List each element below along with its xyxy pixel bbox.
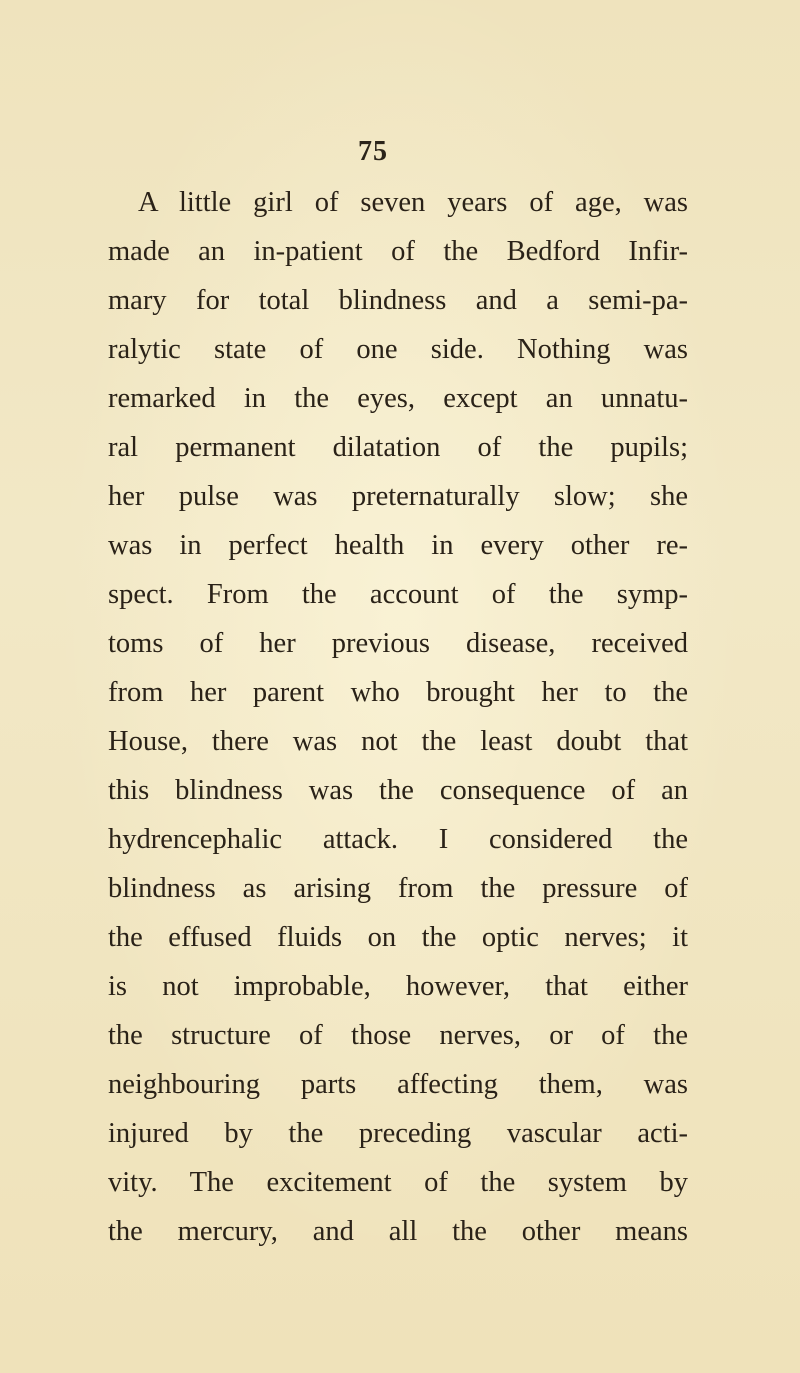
text-line: toms of her previous disease, received (108, 628, 688, 659)
text-line: made an in-patient of the Bedford Infir- (108, 236, 688, 267)
page-number: 75 (358, 136, 388, 167)
text-line: spect. From the account of the symp- (108, 579, 688, 610)
text-line: remarked in the eyes, except an unnatu- (108, 383, 688, 414)
text-line: ralytic state of one side. Nothing was (108, 334, 688, 365)
text-line: neighbouring parts affecting them, was (108, 1069, 688, 1100)
text-line: her pulse was preternaturally slow; she (108, 481, 688, 512)
text-line: hydrencephalic attack. I considered the (108, 824, 688, 855)
body-text (108, 178, 688, 1256)
text-line: the structure of those nerves, or of the (108, 1020, 688, 1051)
text-line: A little girl of seven years of age, was (138, 187, 688, 218)
text-line: injured by the preceding vascular acti- (108, 1118, 688, 1149)
text-line: vity. The excitement of the system by (108, 1167, 688, 1198)
text-line: this blindness was the consequence of an (108, 775, 688, 806)
text-line: mary for total blindness and a semi-pa- (108, 285, 688, 316)
text-line: the mercury, and all the other means (108, 1216, 688, 1247)
text-line: was in perfect health in every other re- (108, 530, 688, 561)
text-line: blindness as arising from the pressure of (108, 873, 688, 904)
text-line: is not improbable, however, that either (108, 971, 688, 1002)
text-line: from her parent who brought her to the (108, 677, 688, 708)
text-line: ral permanent dilatation of the pupils; (108, 432, 688, 463)
text-line: House, there was not the least doubt that (108, 726, 688, 757)
text-line: the effused fluids on the optic nerves; it (108, 922, 688, 953)
